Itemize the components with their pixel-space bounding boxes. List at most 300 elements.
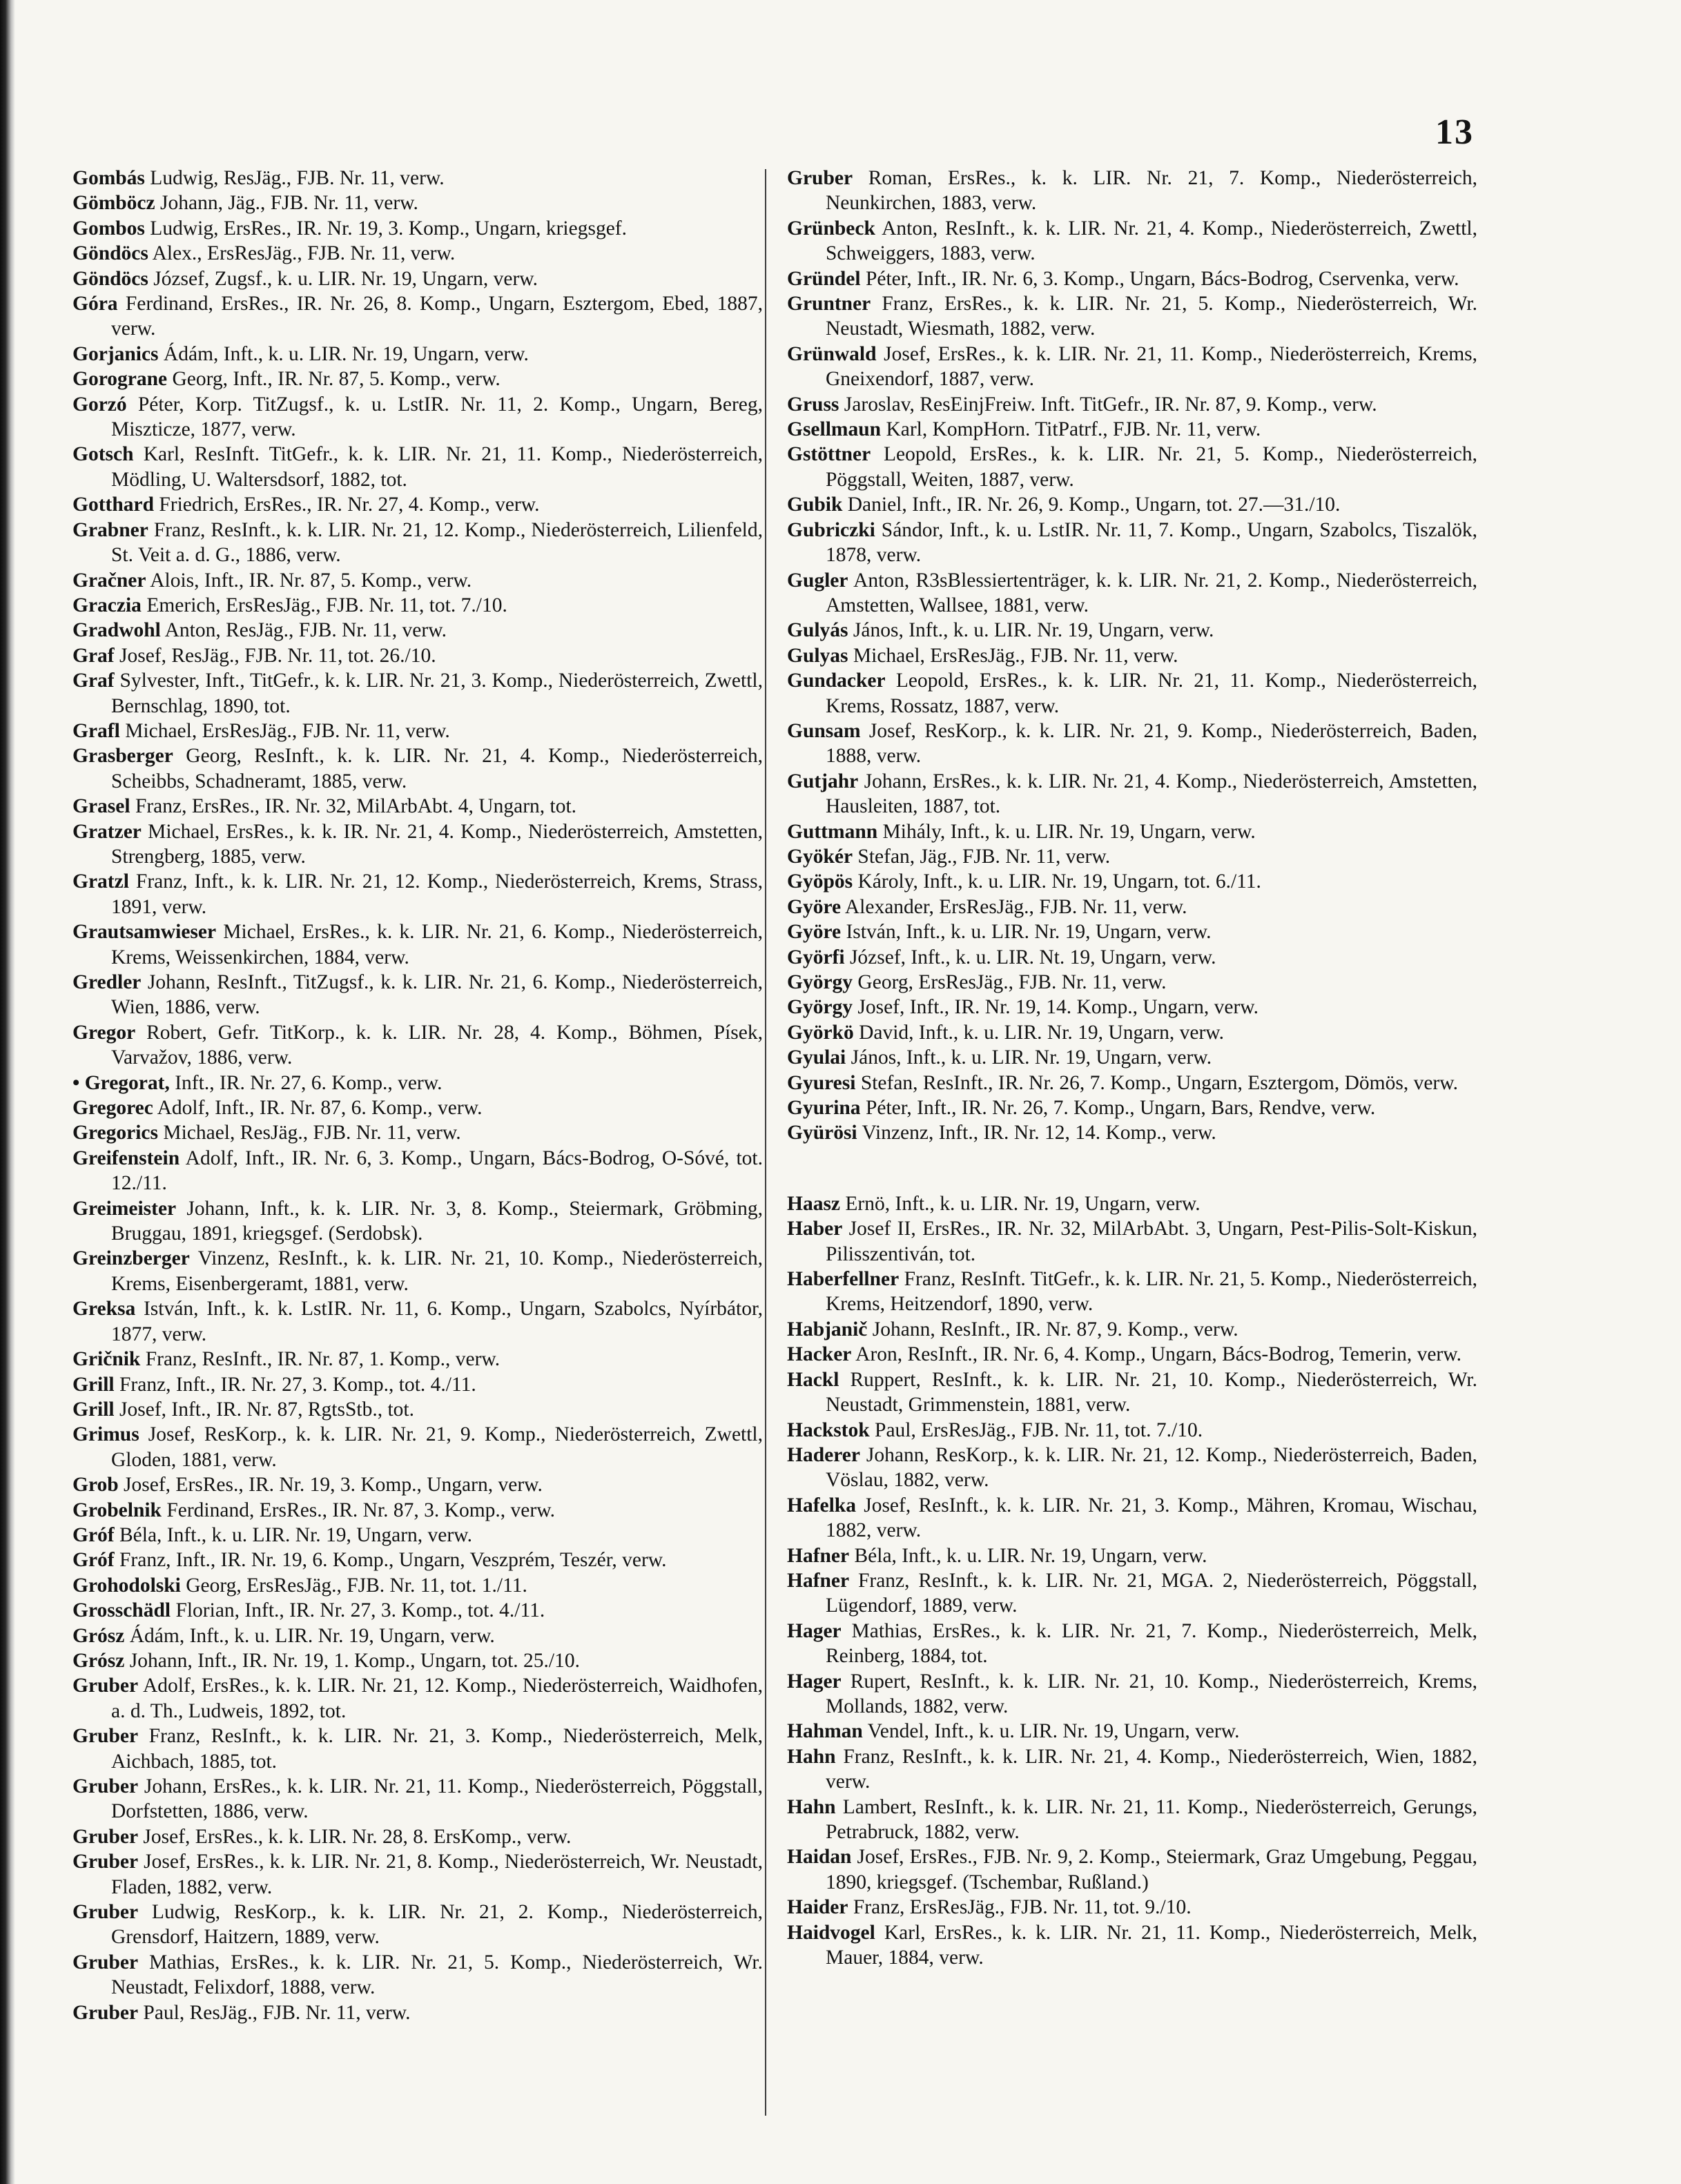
register-entry [787,1719,1477,1744]
entry-details: Johann, ErsRes., k. k. LIR. Nr. 21, 11. Komp., Niederösterreich, Pöggstall, Dorfstetten, 1886, verw. [111,1775,763,1823]
entry-details: Leopold, ErsRes., k. k. LIR. Nr. 21, 5. Komp., Niederösterreich, Pöggstall, Weiten, 1887, verw. [826,443,1477,491]
entry-surname: Grob [72,1474,119,1496]
entry-details: Vinzenz, ResInft., k. k. LIR. Nr. 21, 10. Komp., Niederösterreich, Krems, Eisenbergeramt, 1881, verw. [111,1247,763,1295]
register-entry [72,568,763,593]
entry-details: Alex., ErsResJäg., FJB. Nr. 11, verw. [148,242,456,265]
entry-surname: Grafl [72,719,120,742]
entry-details: Anton, ResInft., k. k. LIR. Nr. 21, 4. Komp., Niederösterreich, Zwettl, Schweiggers, 1883, verw. [826,217,1477,265]
register-entry [72,1523,763,1548]
entry-surname: Gulyas [787,644,848,667]
entry-surname: Gregorec [72,1097,153,1120]
register-entry [72,743,763,794]
page-binding-edge [0,0,15,2184]
register-entry [787,518,1477,568]
register-entry [787,1920,1477,1971]
register-entry [72,1673,763,1724]
register-entry [72,1498,763,1523]
entry-surname: Hafner [787,1569,850,1592]
entry-surname: Gruss [787,393,839,416]
register-entry [787,1418,1477,1443]
register-entry [72,618,763,643]
entry-surname: Gračner [72,569,146,592]
entry-details: Sylvester, Inft., TitGefr., k. k. LIR. Nr. 21, 3. Komp., Niederösterreich, Zwettl, Bernschlag, 1890, tot. [111,670,763,717]
entry-surname: Gotthard [72,494,154,516]
entry-details: Franz, ResInft., k. k. LIR. Nr. 21, 3. Komp., Niederösterreich, Melk, Aichbach, 1885, tot. [111,1725,763,1773]
entry-surname: Gruber [72,1725,139,1748]
entry-surname: Hager [787,1670,842,1693]
entry-details: Michael, ErsResJäg., FJB. Nr. 11, verw. [848,644,1178,667]
entry-details: Franz, ErsRes., IR. Nr. 32, MilArbAbt. 4, Ungarn, tot. [130,795,577,818]
entry-surname: Gründel [787,267,861,290]
entry-details: Michael, ResJäg., FJB. Nr. 11, verw. [157,1122,461,1144]
entry-details: Ludwig, ResJäg., FJB. Nr. 11, verw. [144,167,445,189]
entry-surname: Gsellmaun [787,418,882,441]
register-entry [787,945,1477,970]
entry-details: Franz, Inft., k. k. LIR. Nr. 21, 12. Komp., Niederösterreich, Krems, Strass, 1891, verw. [111,870,763,918]
entry-details: Josef, ResKorp., k. k. LIR. Nr. 21, 9. Komp., Niederösterreich, Zwettl, Gloden, 1881, verw. [111,1423,763,1471]
register-entry [72,492,763,517]
register-entry [72,367,763,391]
entry-details: Johann, ResInft., IR. Nr. 87, 9. Komp., verw. [867,1318,1238,1340]
entry-details: Franz, ResInft., k. k. LIR. Nr. 21, MGA. 2, Niederösterreich, Pöggstall, Lügendorf, 1889, verw. [826,1569,1477,1617]
section-gap [787,1146,1477,1191]
entry-surname: Gubriczki [787,518,875,541]
entry-surname: Haber [787,1218,843,1240]
entry-details: István, Inft., k. u. LIR. Nr. 19, Ungarn, verw. [841,921,1212,944]
entry-details: Josef, ResKorp., k. k. LIR. Nr. 21, 9. Komp., Niederösterreich, Baden, 1888, verw. [826,719,1477,768]
left-column [72,166,763,2025]
entry-surname: Haider [787,1896,848,1919]
register-entry [72,1196,763,1247]
entry-surname: Gombos [72,217,145,240]
entry-surname: Gugler [787,569,848,592]
entry-details: Josef, ErsRes., IR. Nr. 19, 3. Komp., Ungarn, verw. [118,1474,543,1496]
register-entry [787,1619,1477,1669]
register-entry [787,1443,1477,1493]
register-entry [787,869,1477,894]
register-entry [787,1045,1477,1070]
register-entry [787,1493,1477,1543]
entry-surname: Haderer [787,1443,860,1466]
entry-surname: Grill [72,1373,115,1396]
entry-details: Ludwig, ResKorp., k. k. LIR. Nr. 21, 2. Komp., Niederösterreich, Grensdorf, Haitzern, 1889, verw. [111,1901,763,1949]
entry-details: Vinzenz, Inft., IR. Nr. 12, 14. Komp., verw. [857,1122,1216,1144]
entry-surname: Greimeister [72,1197,177,1220]
entry-details: Adolf, ErsRes., k. k. LIR. Nr. 21, 12. Komp., Niederösterreich, Waidhofen, a. d. Th., Ludweis, 1892, tot. [111,1675,763,1722]
entry-surname: Gotsch [72,443,134,466]
entry-details: Inft., IR. Nr. 27, 6. Komp., verw. [169,1071,443,1094]
entry-surname: Gróf [72,1549,115,1572]
register-entry [72,1950,763,2000]
register-entry [72,442,763,492]
register-entry [72,518,763,568]
entry-details: Béla, Inft., k. u. LIR. Nr. 19, Ungarn, verw. [849,1544,1207,1567]
entry-details: Daniel, Inft., IR. Nr. 26, 9. Komp., Ungarn, tot. 27.—31./10. [842,494,1341,516]
entry-details: Paul, ErsResJäg., FJB. Nr. 11, tot. 7./10. [869,1418,1203,1441]
register-entry [787,618,1477,643]
entry-details: Péter, Inft., IR. Nr. 6, 3. Komp., Ungarn, Bács-Bodrog, Cservenka, verw. [860,267,1459,290]
register-entry [787,266,1477,291]
register-entry [72,241,763,266]
entry-surname: Grasel [72,795,130,818]
entry-surname: Haidvogel [787,1921,875,1944]
register-entry [787,919,1477,944]
register-entry [72,1246,763,1296]
entry-surname: Gregor [72,1021,136,1044]
entry-details: Péter, Inft., IR. Nr. 26, 7. Komp., Ungarn, Bars, Rendve, verw. [860,1097,1376,1120]
register-entry [787,668,1477,719]
register-entry [72,970,763,1020]
entry-surname: Greinzberger [72,1247,190,1270]
entry-surname: Greksa [72,1298,136,1320]
entry-surname: Hackstok [787,1418,870,1441]
entry-surname: Gömböcz [72,192,155,215]
entry-details: Anton, ResJäg., FJB. Nr. 11, verw. [160,619,447,642]
entry-details: David, Inft., k. u. LIR. Nr. 19, Ungarn, verw. [853,1021,1225,1044]
register-entry [787,442,1477,492]
entry-details: Friedrich, ErsRes., IR. Nr. 27, 4. Komp., verw. [154,494,540,516]
entry-details: Michael, ErsRes., k. k. LIR. Nr. 21, 6. Komp., Niederösterreich, Krems, Weissenkirchen, 1884, verw. [111,921,763,968]
entry-details: Mathias, ErsRes., k. k. LIR. Nr. 21, 7. Komp., Niederösterreich, Melk, Reinberg, 1884, tot. [826,1619,1477,1668]
register-entry [72,919,763,970]
register-entry [787,1669,1477,1719]
register-entry [787,1543,1477,1568]
register-entry [787,1317,1477,1342]
entry-details: Emerich, ErsResJäg., FJB. Nr. 11, tot. 7./10. [141,594,507,616]
register-entry [787,769,1477,819]
entry-details: Josef, ErsRes., FJB. Nr. 9, 2. Komp., Steiermark, Graz Umgebung, Peggau, 1890, kriegsgef. (Tschembar, Rußland.) [826,1846,1477,1893]
register-entry [787,1071,1477,1095]
register-entry [787,819,1477,844]
entry-surname: Haidan [787,1846,852,1869]
entry-surname: Gredler [72,971,142,993]
register-entry [72,166,763,191]
register-entry [787,216,1477,266]
entry-details: Ludwig, ErsRes., IR. Nr. 19, 3. Komp., Ungarn, kriegsgef. [144,217,627,240]
entry-details: Adolf, Inft., IR. Nr. 6, 3. Komp., Ungarn, Bács-Bodrog, O-Sóvé, tot. 12./11. [111,1147,763,1195]
register-entry [787,1020,1477,1045]
entry-details: Mihály, Inft., k. u. LIR. Nr. 19, Ungarn, verw. [877,820,1256,843]
entry-surname: Gutjahr [787,770,859,792]
register-entry [72,1020,763,1071]
register-entry [72,216,763,241]
register-entry [72,1071,763,1095]
entry-surname: Graf [72,670,115,692]
entry-details: Josef, ErsRes., k. k. LIR. Nr. 21, 11. Komp., Niederösterreich, Krems, Gneixendorf, 1887, verw. [826,342,1477,391]
entry-surname: Gruber [72,1951,139,1973]
register-entry [787,1744,1477,1795]
entry-details: Alois, Inft., IR. Nr. 87, 5. Komp., verw. [146,569,472,592]
register-entry [787,895,1477,919]
right-column [787,166,1477,1970]
entry-surname: Hahn [787,1795,836,1818]
entry-surname: Györe [787,921,842,944]
entry-surname: Göndöcs [72,267,148,290]
register-entry [72,2000,763,2025]
entry-surname: Hafner [787,1544,850,1567]
register-entry [787,1191,1477,1216]
entry-details: Karl, ResInft. TitGefr., k. k. LIR. Nr. 21, 11. Komp., Niederösterreich, Mödling, U. Waltersdsorf, 1882, tot. [111,443,763,491]
register-entry [787,342,1477,392]
entry-surname: György [787,996,853,1019]
entry-details: Paul, ResJäg., FJB. Nr. 11, verw. [138,2001,411,2024]
entry-details: Franz, ErsRes., k. k. LIR. Nr. 21, 5. Komp., Niederösterreich, Wr. Neustadt, Wiesmath, 1882, verw. [826,293,1477,340]
entry-surname: Gradwohl [72,619,161,642]
entry-surname: Grünwald [787,342,877,365]
register-entry [72,1824,763,1849]
register-entry [72,1397,763,1422]
entry-surname: Haberfellner [787,1268,900,1291]
entry-surname: Gombás [72,167,145,189]
entry-details: Jaroslav, ResEinjFreiw. Inft. TitGefr., IR. Nr. 87, 9. Komp., verw. [839,393,1377,416]
register-entry [787,1795,1477,1845]
entry-details: Josef, ErsRes., k. k. LIR. Nr. 21, 8. Komp., Niederösterreich, Wr. Neustadt, Fladen, 1882, verw. [111,1851,763,1898]
entry-surname: Gorjanics [72,342,159,365]
entry-surname: Gunsam [787,719,861,742]
entry-surname: Gruntner [787,293,871,315]
entry-details: Franz, Inft., IR. Nr. 19, 6. Komp., Ungarn, Veszprém, Teszér, verw. [114,1549,667,1572]
register-entry [787,166,1477,216]
register-entry [72,1573,763,1598]
entry-details: István, Inft., k. k. LstIR. Nr. 11, 6. Komp., Ungarn, Szabolcs, Nyírbátor, 1877, verw. [111,1298,763,1345]
entry-surname: Gubik [787,494,843,516]
register-entry [72,1774,763,1824]
entry-details: Aron, ResInft., IR. Nr. 6, 4. Komp., Ungarn, Bács-Bodrog, Temerin, verw. [851,1343,1462,1366]
entry-details: Rupert, ResInft., k. k. LIR. Nr. 21, 10. Komp., Niederösterreich, Krems, Mollands, 1882, verw. [826,1670,1477,1717]
register-entry [72,1120,763,1145]
register-entry [72,593,763,618]
entry-surname: Gyurina [787,1097,861,1120]
register-entry [787,719,1477,769]
entry-details: Franz, ResInft., k. k. LIR. Nr. 21, 12. Komp., Niederösterreich, Lilienfeld, St. Veit a. d. G., 1886, verw. [111,518,763,567]
entry-surname: Guttmann [787,820,878,843]
entry-details: Johann, ResKorp., k. k. LIR. Nr. 21, 12. Komp., Niederösterreich, Baden, Vöslau, 1882, verw. [826,1443,1477,1492]
register-entry [72,1849,763,1900]
entry-surname: Hahman [787,1720,863,1743]
entry-surname: Grabner [72,518,148,541]
entry-details: Ádám, Inft., k. u. LIR. Nr. 19, Ungarn, verw. [124,1624,495,1647]
entry-surname: Grobelnik [72,1499,162,1521]
entry-surname: Gratzer [72,820,142,843]
entry-surname: Grimus [72,1423,139,1446]
column-divider [765,169,766,2116]
entry-details: Ádám, Inft., k. u. LIR. Nr. 19, Ungarn, verw. [158,342,529,365]
entry-details: Adolf, Inft., IR. Nr. 87, 6. Komp., verw. [153,1097,483,1120]
entry-details: Vendel, Inft., k. u. LIR. Nr. 19, Ungarn, verw. [862,1720,1240,1743]
entry-surname: Gyökér [787,845,853,868]
entry-details: József, Inft., k. u. LIR. Nt. 19, Ungarn, verw. [844,946,1216,968]
register-entry [72,291,763,342]
entry-surname: Gyöpös [787,870,853,893]
entry-details: Josef, ResInft., k. k. LIR. Nr. 21, 3. Komp., Mähren, Kromau, Wischau, 1882, verw. [826,1494,1477,1542]
entry-surname: Grósz [72,1649,125,1672]
register-entry [787,995,1477,1020]
register-entry [787,1120,1477,1145]
entry-details: Michael, ErsRes., k. k. IR. Nr. 21, 4. Komp., Niederösterreich, Amstetten, Strengberg, 1885, verw. [111,820,763,868]
register-entry [72,191,763,215]
entry-details: Mathias, ErsRes., k. k. LIR. Nr. 21, 5. Komp., Niederösterreich, Wr. Neustadt, Felixdorf, 1888, verw. [111,1951,763,1999]
entry-details: Béla, Inft., k. u. LIR. Nr. 19, Ungarn, verw. [114,1523,472,1546]
entry-details: Alexander, ErsResJäg., FJB. Nr. 11, verw. [841,895,1187,918]
entry-surname: Gruber [787,167,853,189]
entry-details: Lambert, ResInft., k. k. LIR. Nr. 21, 11. Komp., Niederösterreich, Gerungs, Petrabruck, 1882, verw. [826,1795,1477,1843]
register-entry [787,1342,1477,1367]
register-entry [72,1900,763,1950]
entry-surname: Grill [72,1398,115,1421]
entry-details: Georg, ResInft., k. k. LIR. Nr. 21, 4. Komp., Niederösterreich, Scheibbs, Schadneramt, 1885, verw. [111,745,763,792]
entry-surname: Graf [72,644,115,667]
entry-surname: Göndöcs [72,242,148,265]
register-entry [787,417,1477,442]
register-entry [72,1724,763,1774]
register-entry [72,1347,763,1372]
register-entry [72,1598,763,1623]
entry-surname: Gulyás [787,619,848,642]
entry-details: Stefan, Jäg., FJB. Nr. 11, verw. [853,845,1111,868]
entry-surname: Györe [787,895,842,918]
register-entry [787,1568,1477,1619]
entry-details: Franz, Inft., IR. Nr. 27, 3. Komp., tot. 4./11. [114,1373,476,1396]
page-number: 13 [1435,113,1474,152]
entry-details: Georg, ErsResJäg., FJB. Nr. 11, tot. 1./11. [180,1574,527,1597]
entry-surname: Grautsamwieser [72,921,217,944]
entry-details: Franz, ResInft., IR. Nr. 87, 1. Komp., verw. [140,1348,501,1371]
entry-surname: Haasz [787,1192,841,1215]
entry-surname: Góra [72,293,118,315]
entry-surname: Graczia [72,594,142,616]
entry-details: Georg, ErsResJäg., FJB. Nr. 11, verw. [853,971,1167,993]
entry-surname: Grohodolski [72,1574,181,1597]
entry-surname: Gruber [72,2001,139,2024]
register-entry [72,1372,763,1397]
entry-surname: Gruber [72,1851,139,1873]
entry-surname: • Gregorat, [72,1071,170,1094]
register-entry [72,1472,763,1497]
entry-surname: Gruber [72,1775,139,1797]
entry-details: Ferdinand, ErsRes., IR. Nr. 87, 3. Komp., verw. [161,1499,555,1521]
entry-details: János, Inft., k. u. LIR. Nr. 19, Ungarn, verw. [846,1046,1212,1069]
entry-surname: Grósz [72,1624,125,1647]
register-entry [72,668,763,719]
entry-surname: Grosschädl [72,1599,171,1622]
entry-details: Ernö, Inft., k. u. LIR. Nr. 19, Ungarn, verw. [840,1192,1201,1215]
entry-surname: Gyulai [787,1046,846,1069]
entry-details: Sándor, Inft., k. u. LstIR. Nr. 11, 7. Komp., Ungarn, Szabolcs, Tiszalök, 1878, verw. [826,518,1477,567]
entry-surname: Hahn [787,1745,836,1768]
entry-surname: Grasberger [72,745,173,768]
entry-surname: Greifenstein [72,1147,180,1169]
entry-details: Franz, ResInft., k. k. LIR. Nr. 21, 4. Komp., Niederösterreich, Wien, 1882, verw. [826,1745,1477,1793]
entry-surname: Gruber [72,1901,139,1924]
entry-details: Johann, Inft., k. k. LIR. Nr. 3, 8. Komp., Steiermark, Gröbming, Bruggau, 1891, kriegsgef. (Serdobsk). [111,1197,763,1245]
register-entry [72,1548,763,1572]
entry-details: Johann, ErsRes., k. k. LIR. Nr. 21, 4. Komp., Niederösterreich, Amstetten, Hausleiten, 1887, tot. [826,770,1477,818]
register-entry [72,719,763,743]
register-entry [787,1216,1477,1267]
register-entry [72,1624,763,1648]
register-entry [72,643,763,668]
entry-surname: Grünbeck [787,217,875,240]
entry-surname: Gričnik [72,1348,141,1371]
entry-details: Ruppert, ResInft., k. k. LIR. Nr. 21, 10. Komp., Niederösterreich, Wr. Neustadt, Grimmenstein, 1881, verw. [826,1368,1477,1416]
entry-surname: Hager [787,1619,842,1642]
register-entry [72,1146,763,1196]
section-g-continued [787,166,1477,1146]
entry-details: Stefan, ResInft., IR. Nr. 26, 7. Komp., Ungarn, Esztergom, Dömös, verw. [855,1071,1459,1094]
register-entry [787,643,1477,668]
register-entry [787,291,1477,342]
register-entry [72,392,763,442]
entry-details: Josef II, ErsRes., IR. Nr. 32, MilArbAbt. 3, Ungarn, Pest-Pilis-Solt-Kiskun, Pilisszentiván, tot. [826,1218,1477,1265]
entry-details: Josef, Inft., IR. Nr. 19, 14. Komp., Ungarn, verw. [853,996,1259,1019]
register-entry [72,1095,763,1120]
entry-details: József, Zugsf., k. u. LIR. Nr. 19, Ungarn, verw. [148,267,538,290]
entry-details: Péter, Korp. TitZugsf., k. u. LstIR. Nr. 11, 2. Komp., Ungarn, Bereg, Miszticze, 1877, verw. [111,393,763,441]
entry-details: Michael, ErsResJäg., FJB. Nr. 11, verw. [119,719,450,742]
entry-surname: Gregorics [72,1122,158,1144]
entry-details: Ferdinand, ErsRes., IR. Nr. 26, 8. Komp., Ungarn, Esztergom, Ebed, 1887, verw. [111,293,763,340]
register-entry [787,844,1477,869]
register-entry [72,342,763,367]
entry-details: Josef, ErsRes., k. k. LIR. Nr. 28, 8. ErsKomp., verw. [138,1825,572,1848]
entry-details: Robert, Gefr. TitKorp., k. k. LIR. Nr. 28, 4. Komp., Böhmen, Písek, Varvažov, 1886, verw. [111,1021,763,1069]
register-entry [72,266,763,291]
entry-surname: Gundacker [787,670,886,692]
register-entry [787,568,1477,618]
entry-surname: Gorograne [72,368,168,391]
entry-details: Florian, Inft., IR. Nr. 27, 3. Komp., tot. 4./11. [171,1599,545,1622]
register-entry [787,970,1477,995]
register-entry [72,819,763,870]
register-entry [72,1296,763,1347]
entry-surname: Gyuresi [787,1071,856,1094]
entry-details: Franz, ResInft. TitGefr., k. k. LIR. Nr. 21, 5. Komp., Niederösterreich, Krems, Heitzendorf, 1890, verw. [826,1268,1477,1316]
entry-surname: Gruber [72,1825,139,1848]
entry-details: Leopold, ErsRes., k. k. LIR. Nr. 21, 11. Komp., Niederösterreich, Krems, Rossatz, 1887, verw. [826,670,1477,717]
entry-surname: Gratzl [72,870,129,893]
entry-details: János, Inft., k. u. LIR. Nr. 19, Ungarn, verw. [848,619,1214,642]
entry-details: Karl, KompHorn. TitPatrf., FJB. Nr. 11, verw. [881,418,1261,441]
register-entry [72,1648,763,1673]
entry-surname: Györkö [787,1021,854,1044]
entry-details: Josef, Inft., IR. Nr. 87, RgtsStb., tot. [114,1398,414,1421]
entry-details: Johann, ResInft., TitZugsf., k. k. LIR. Nr. 21, 6. Komp., Niederösterreich, Wien, 1886, verw. [111,971,763,1019]
entry-surname: Gruber [72,1675,139,1697]
register-entry [72,869,763,919]
register-entry [787,392,1477,417]
entry-surname: Gorzó [72,393,127,416]
entry-details: Johann, Jäg., FJB. Nr. 11, verw. [155,192,418,215]
entry-details: Anton, R3sBlessiertenträger, k. k. LIR. Nr. 21, 2. Komp., Niederösterreich, Amstetten, Wallsee, 1881, verw. [826,569,1477,616]
entry-surname: Hacker [787,1343,852,1366]
entry-surname: Habjanič [787,1318,868,1340]
register-entry [787,1895,1477,1920]
register-entry [787,1095,1477,1120]
entry-details: Károly, Inft., k. u. LIR. Nr. 19, Ungarn, tot. 6./11. [853,870,1261,893]
entry-details: Josef, ResJäg., FJB. Nr. 11, tot. 26./10. [114,644,436,667]
register-entry [787,1367,1477,1418]
entry-details: Johann, Inft., IR. Nr. 19, 1. Komp., Ungarn, tot. 25./10. [124,1649,580,1672]
register-entry [787,492,1477,517]
entry-surname: Gyürösi [787,1122,857,1144]
entry-surname: Gstöttner [787,443,871,466]
entry-surname: Gróf [72,1523,115,1546]
entry-details: Franz, ErsResJäg., FJB. Nr. 11, tot. 9./10. [848,1896,1192,1919]
register-entry [72,794,763,819]
section-h [787,1191,1477,1971]
register-entry [787,1267,1477,1317]
entry-details: Roman, ErsRes., k. k. LIR. Nr. 21, 7. Komp., Niederösterreich, Neunkirchen, 1883, verw. [826,167,1477,215]
